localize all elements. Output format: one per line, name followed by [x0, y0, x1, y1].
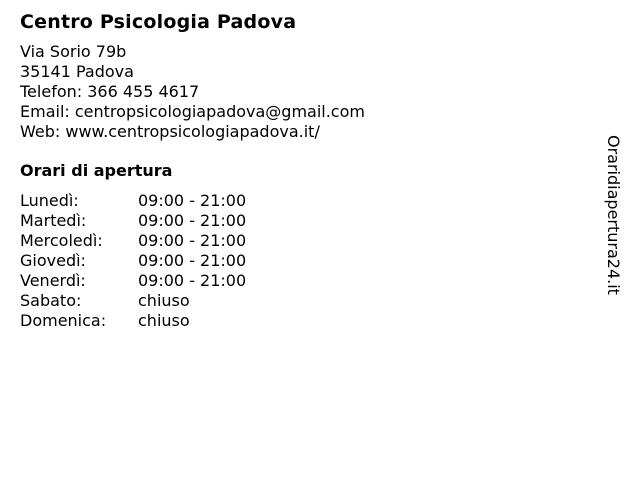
hours-day: Venerdì: [20, 271, 86, 290]
brand-watermark: Oraridiapertura24.it [604, 135, 623, 295]
hours-day: Martedì: [20, 211, 87, 230]
business-card [20, 10, 580, 331]
hours-row-saturday [20, 291, 580, 311]
hours-time: 09:00 - 21:00 [138, 231, 247, 250]
address-block [20, 42, 580, 142]
phone-line: Telefon: 366 455 4617 [20, 82, 200, 101]
hours-day: Domenica: [20, 311, 107, 330]
hours-row-tuesday [20, 211, 580, 231]
hours-row-wednesday [20, 231, 580, 251]
hours-time: chiuso [138, 291, 190, 310]
hours-day: Mercoledì: [20, 231, 103, 250]
hours-row-sunday [20, 311, 580, 331]
hours-time: 09:00 - 21:00 [138, 211, 247, 230]
business-name: Centro Psicologia Padova [20, 11, 297, 33]
hours-day: Lunedì: [20, 191, 79, 210]
web-line: Web: www.centropsicologiapadova.it/ [20, 122, 320, 141]
hours-time: 09:00 - 21:00 [138, 251, 247, 270]
hours-time: 09:00 - 21:00 [138, 271, 247, 290]
hours-row-thursday [20, 251, 580, 271]
email-line: Email: centropsicologiapadova@gmail.com [20, 102, 365, 121]
opening-hours-table [20, 191, 580, 331]
opening-hours-title: Orari di apertura [20, 161, 173, 180]
hours-day: Giovedì: [20, 251, 86, 270]
city-line: 35141 Padova [20, 62, 134, 81]
hours-day: Sabato: [20, 291, 82, 310]
hours-time: chiuso [138, 311, 190, 330]
hours-row-monday [20, 191, 580, 211]
hours-row-friday [20, 271, 580, 291]
street-line: Via Sorio 79b [20, 42, 127, 61]
hours-time: 09:00 - 21:00 [138, 191, 247, 210]
